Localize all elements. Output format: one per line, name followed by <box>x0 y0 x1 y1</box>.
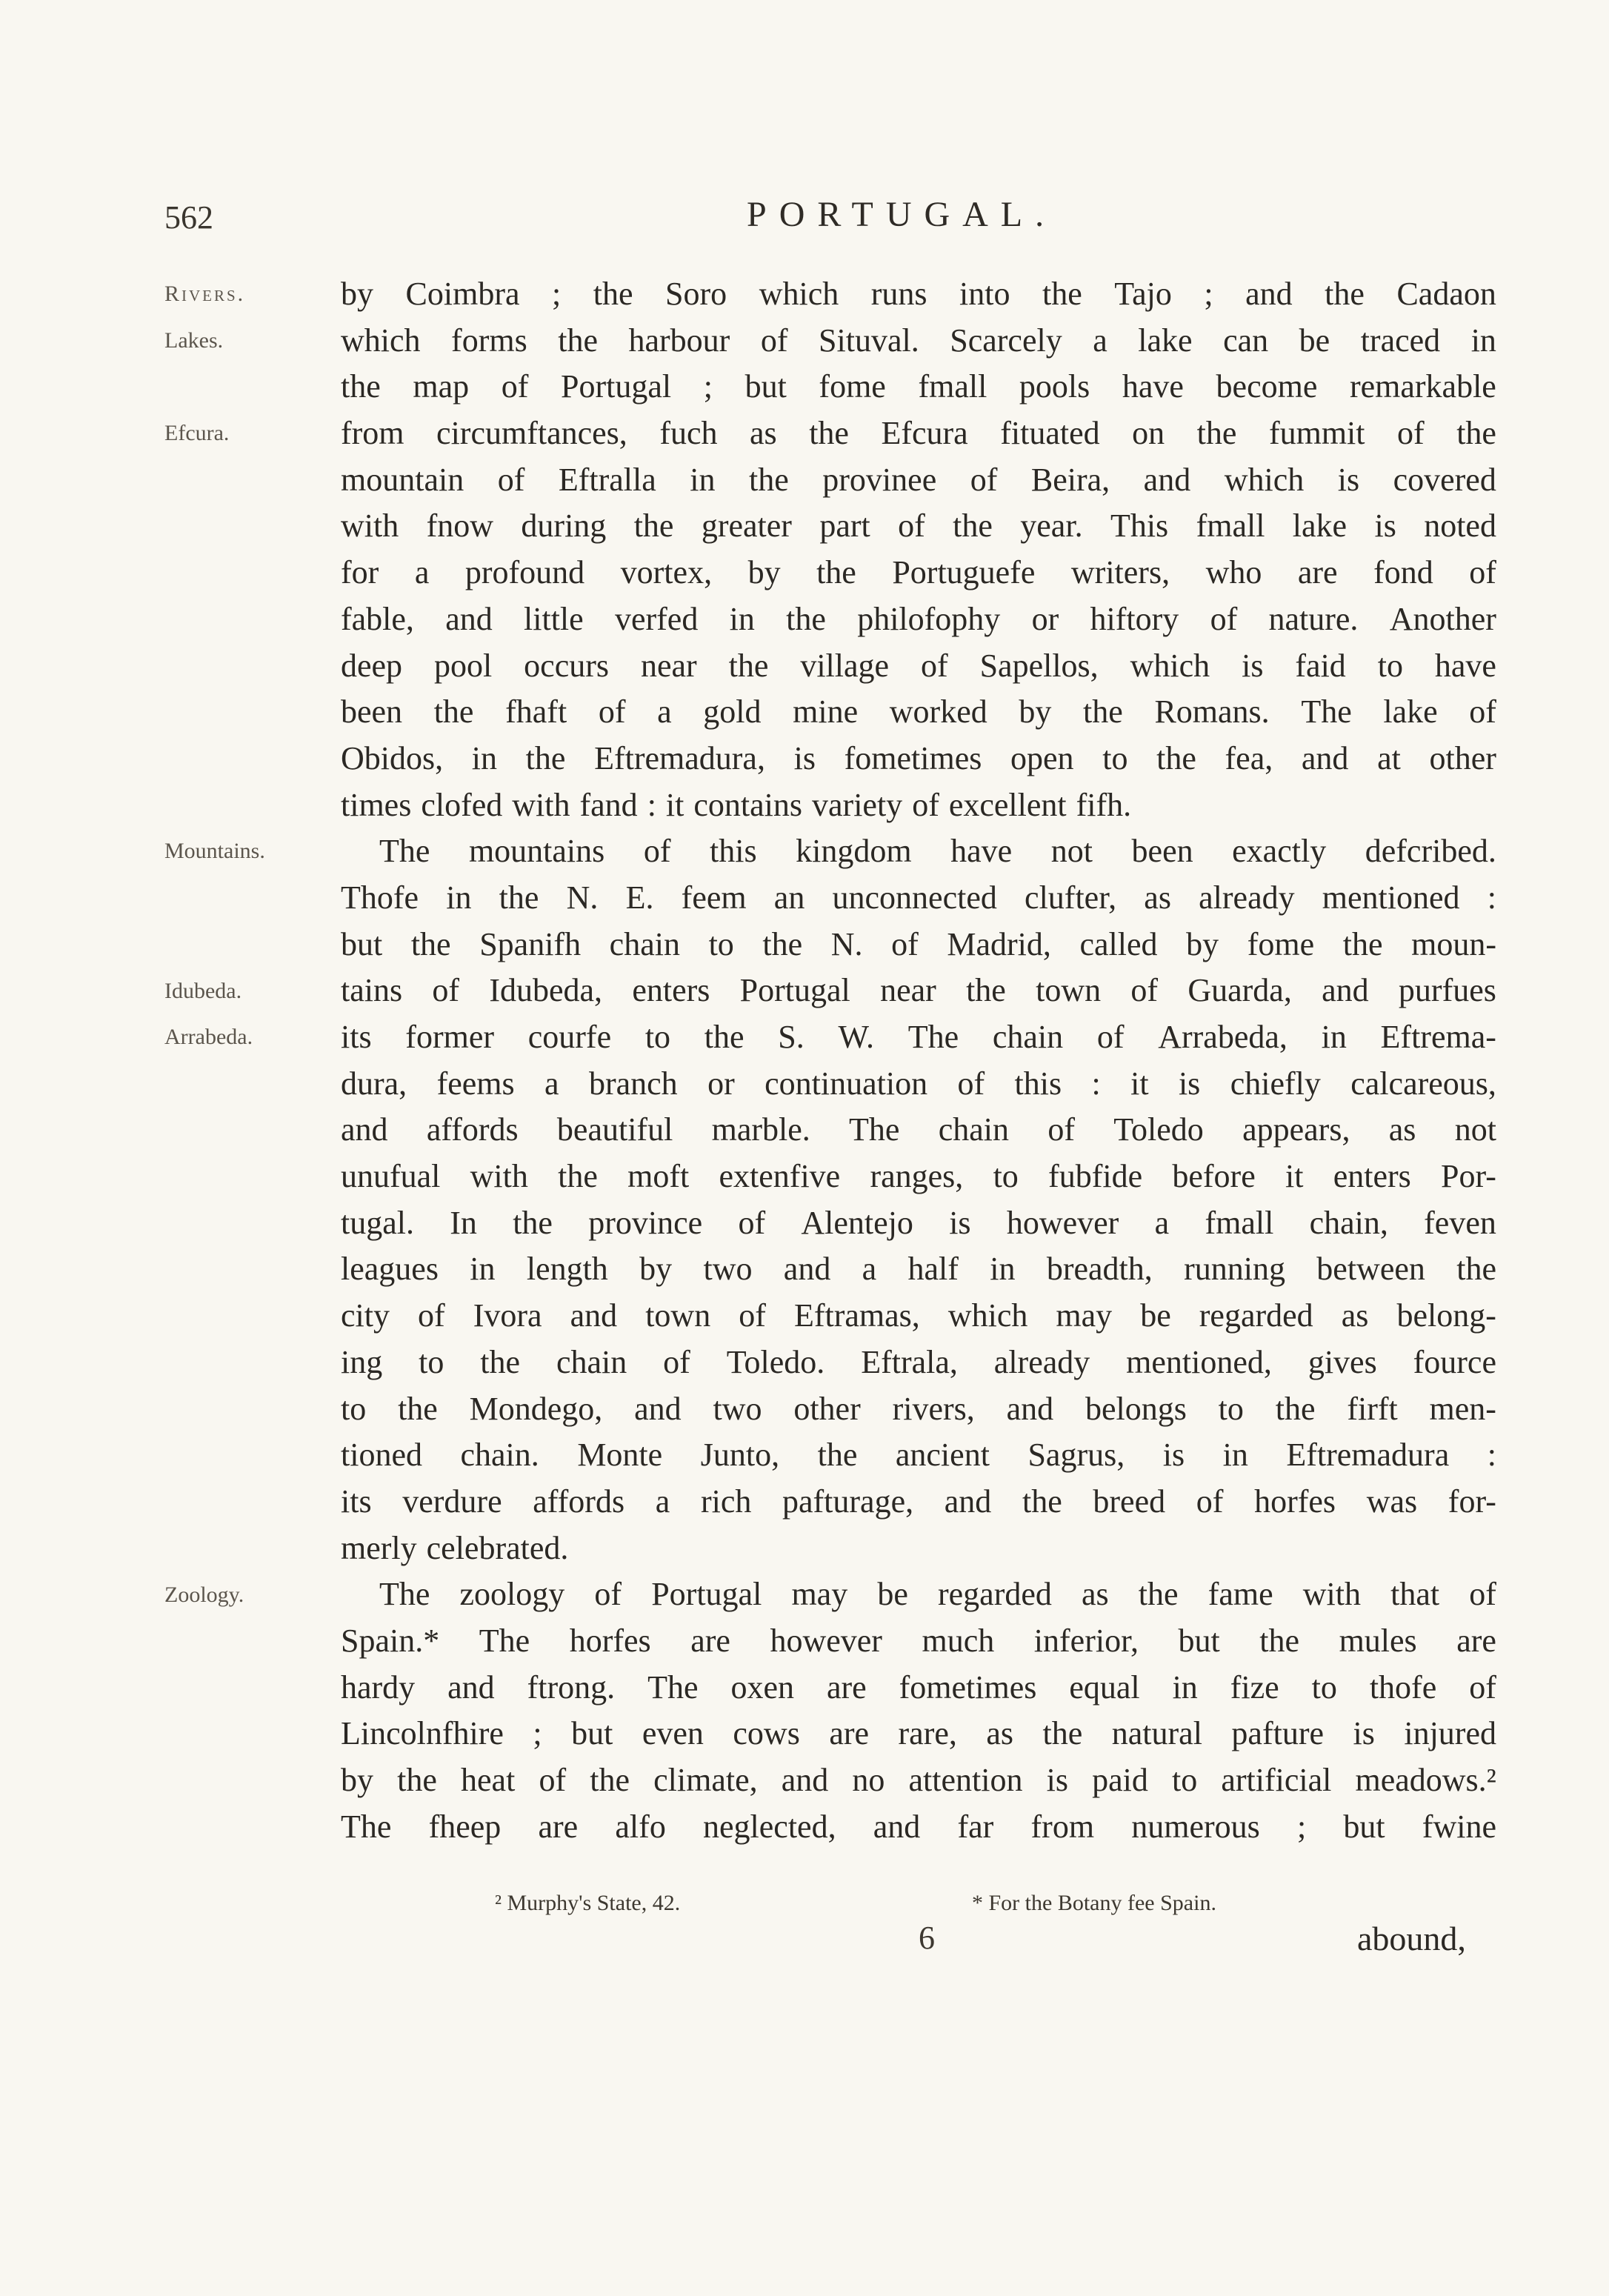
page-number: 562 <box>164 199 213 236</box>
text-line: tugal. In the province of Alentejo is however a fmall chain, feven <box>341 1204 1496 1241</box>
page-header <box>0 194 1609 246</box>
text-line: tioned chain. Monte Junto, the ancient Sagrus, is in Eftremadura : <box>341 1437 1496 1474</box>
text-line: the map of Portugal ; but fome fmall pools have become remarkable <box>341 368 1496 405</box>
text-line: by Coimbra ; the Soro which runs into the Tajo ; and the Cadaon <box>341 276 1496 312</box>
signature-mark: 6 <box>919 1920 935 1956</box>
running-title: PORTUGAL. <box>747 195 1057 234</box>
text-line: and affords beautiful marble. The chain of Toledo appears, as not <box>341 1111 1496 1148</box>
margin-note: Zoology. <box>164 1582 244 1607</box>
text-line: its verdure affords a rich pafturage, and the breed of horfes was for- <box>341 1483 1496 1520</box>
body-text <box>341 271 1496 1850</box>
text-line: ing to the chain of Toledo. Eftrala, already mentioned, gives fource <box>341 1343 1496 1380</box>
text-line: by the heat of the climate, and no attention is paid to artificial meadows.² <box>341 1762 1496 1798</box>
text-line: Thofe in the N. E. feem an unconnected clufter, as already mentioned : <box>341 879 1496 916</box>
text-line: hardy and ftrong. The oxen are fometimes equal in fize to thofe of <box>341 1668 1496 1706</box>
text-line: to the Mondego, and two other rivers, and belongs to the firft men- <box>341 1390 1496 1427</box>
text-line: The mountains of this kingdom have not been exactly defcribed. <box>379 833 1496 870</box>
text-line: but the Spanifh chain to the N. of Madrid, called by fome the moun- <box>341 925 1496 962</box>
text-line: tains of Idubeda, enters Portugal near the town of Guarda, and purfues <box>341 972 1496 1009</box>
text-line: with fnow during the greater part of the year. This fmall lake is noted <box>341 508 1496 545</box>
margin-note: Rivers. <box>164 282 246 306</box>
text-line: The fheep are alfo neglected, and far from numerous ; but fwine <box>341 1808 1496 1845</box>
text-line: times clofed with fand : it contains variety of excellent fifh. <box>341 786 1132 823</box>
text-line: Obidos, in the Eftremadura, is fometimes open to the fea, and at other <box>341 739 1496 776</box>
text-line: merly celebrated. <box>341 1529 569 1566</box>
text-line: unufual with the moft extenfive ranges, to fubfide before it enters Por- <box>341 1158 1496 1195</box>
text-line: its former courfe to the S. W. The chain of Arrabeda, in Eftrema- <box>341 1019 1496 1055</box>
margin-note: Idubeda. <box>164 978 242 1003</box>
catchword: abound, <box>1357 1920 1466 1957</box>
margin-note: Arrabeda. <box>164 1025 253 1050</box>
text-line: for a profound vortex, by the Portuguefe writers, who are fond of <box>341 554 1496 591</box>
text-line: which forms the harbour of Situval. Scarcely a lake can be traced in <box>341 322 1496 359</box>
footnotes <box>0 1891 1609 1920</box>
text-line: fable, and little verfed in the philofophy or hiftory of nature. Another <box>341 600 1496 637</box>
text-line: leagues in length by two and a half in breadth, running between the <box>341 1251 1496 1288</box>
footnote-botany: * For the Botany fee Spain. <box>972 1891 1216 1915</box>
text-line: city of Ivora and town of Eftramas, which may be regarded as belong- <box>341 1297 1496 1334</box>
text-line: dura, feems a branch or continuation of this : it is chiefly calcareous, <box>341 1065 1496 1102</box>
text-line: The zoology of Portugal may be regarded as the fame with that of <box>379 1576 1496 1613</box>
text-line: from circumftances, fuch as the Efcura fituated on the fummit of the <box>341 415 1496 452</box>
text-line: Spain.* The horfes are however much inferior, but the mules are <box>341 1622 1496 1659</box>
text-line: mountain of Eftralla in the provinee of Beira, and which is covered <box>341 461 1496 498</box>
margin-note: Mountains. <box>164 839 265 864</box>
footnote-murphy: ² Murphy's State, 42. <box>495 1891 681 1915</box>
text-line: deep pool occurs near the village of Sapellos, which is faid to have <box>341 647 1496 684</box>
margin-note: Efcura. <box>164 421 230 446</box>
margin-note: Lakes. <box>164 327 224 353</box>
text-line: been the fhaft of a gold mine worked by the Romans. The lake of <box>341 693 1496 731</box>
text-line: Lincolnfhire ; but even cows are rare, as the natural pafture is injured <box>341 1715 1496 1752</box>
